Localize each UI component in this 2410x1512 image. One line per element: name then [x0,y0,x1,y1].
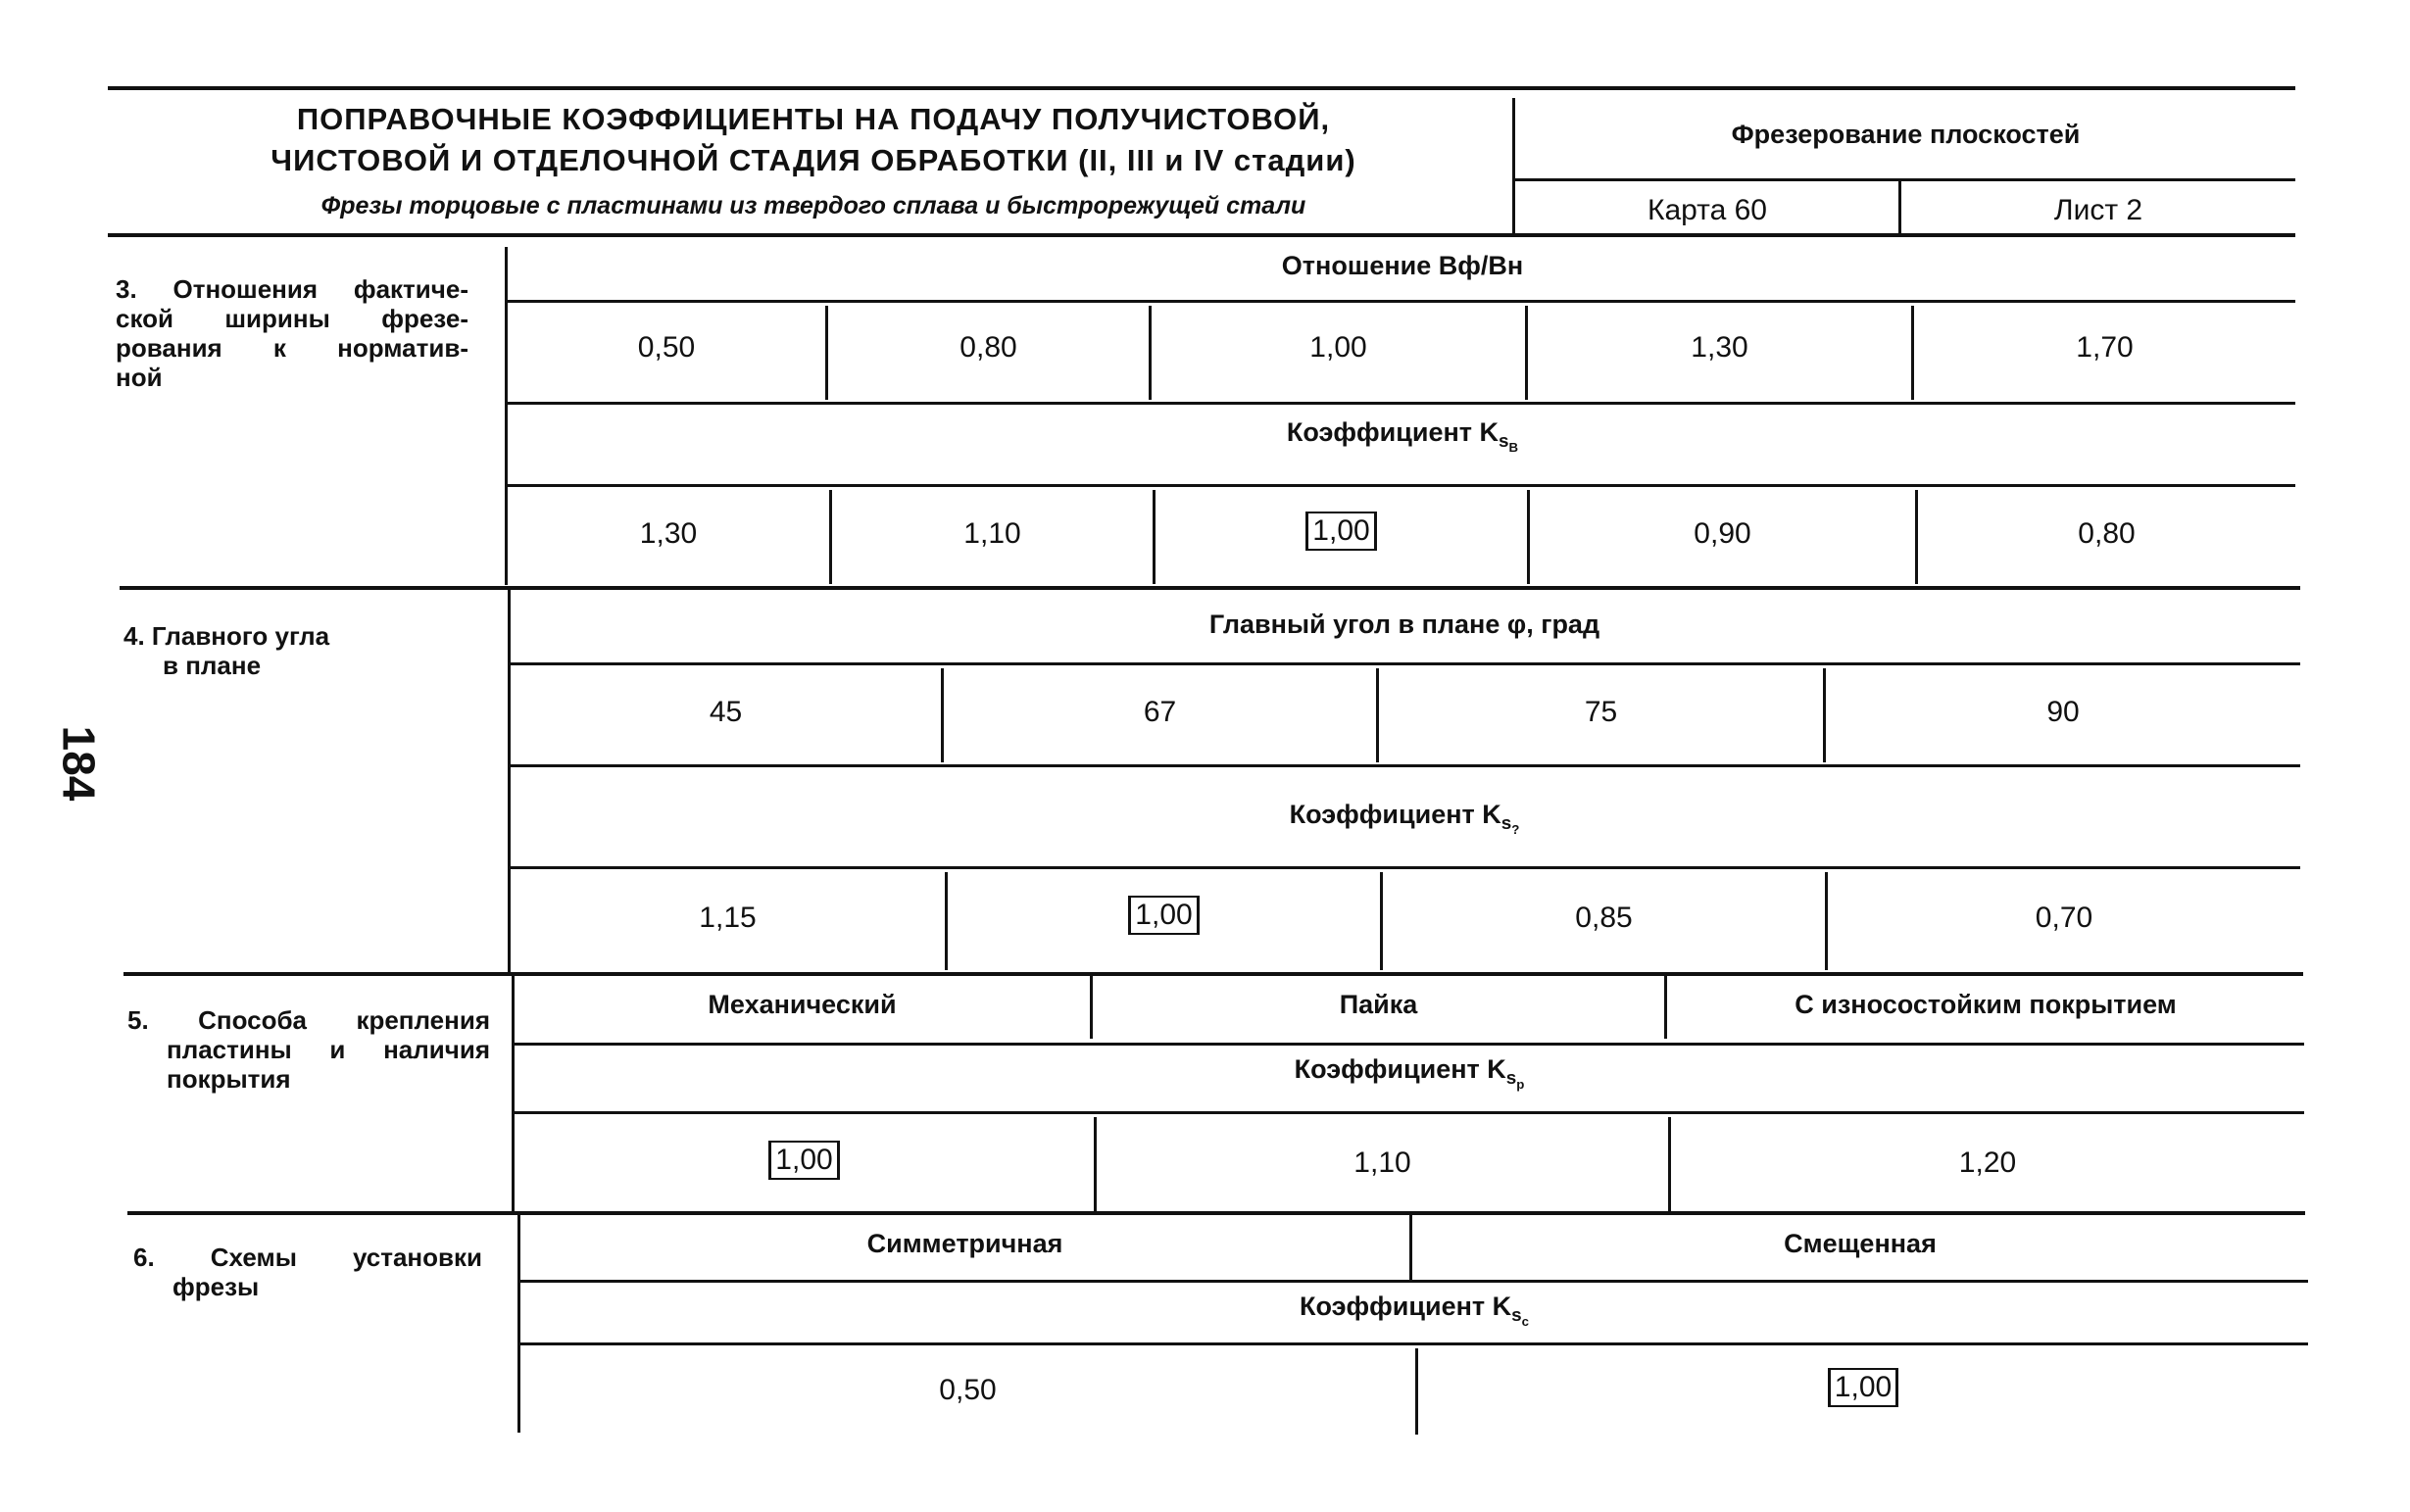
section-5-rule-a [515,1043,2304,1046]
section-5-bottom-rule [127,1211,2305,1215]
section-4-bottom-rule [123,972,2303,976]
s6-coef-2-boxed: 1,00 [1828,1368,1898,1407]
s3-coef-5: 0,80 [2078,517,2136,550]
s6-coef-1: 0,50 [939,1374,997,1406]
s3-value-5: 1,70 [2076,331,2134,364]
sheet-number: Лист 2 [2053,194,2143,226]
s4-coef-4: 0,70 [2035,902,2093,934]
doc-subtitle: Фрезы торцовые с пластинами из твердого сплава и быстрорежущей стали [320,192,1306,219]
section-5-rule-b [515,1111,2304,1114]
s4-value-2: 67 [1143,696,1177,728]
header-bottom-rule [108,233,2295,237]
header-top-rule [108,86,2295,90]
card-number: Карта 60 [1648,194,1767,226]
section-4-rule-a [511,662,2300,665]
section-3-rule-b [508,402,2295,405]
section-4-rule-b [511,764,2300,767]
doc-title-line1: ПОПРАВОЧНЫЕ КОЭФФИЦИЕНТЫ НА ПОДАЧУ ПОЛУЧИСТОВОЙ, [296,102,1331,136]
s6-value-2: Смещенная [1784,1229,1937,1258]
s6-value-1: Симметричная [866,1229,1063,1258]
s5-coef-header: Коэффициент $K_{s_p}$ [1294,1054,1525,1093]
s5-value-2: Пайка [1339,990,1418,1019]
section-3-rule-c [508,484,2295,487]
s3-coef-header: Коэффициент $K_{s_B}$ [1286,417,1519,456]
section-6-rule-a [520,1280,2308,1283]
s6-coef-2 [1418,1368,2308,1407]
section-6-label: 6. Схемы установки фрезы [133,1243,482,1301]
s3-value-2: 0,80 [959,331,1017,364]
section-3-bottom-rule [120,586,2300,590]
s5-coef-2: 1,10 [1353,1146,1411,1179]
page-number: 184 [53,725,105,802]
section-6-rule-b [520,1342,2308,1345]
doc-title-line2: ЧИСТОВОЙ И ОТДЕЛОЧНОЙ СТАДИЯ ОБРАБОТКИ (II, III и IV стадии) [271,143,1356,177]
s3-coef-1: 1,30 [639,517,698,550]
header-divider [1512,98,1515,235]
s4-value-3: 75 [1584,696,1618,728]
s6-coef-header: Коэффициент $K_{s_c}$ [1300,1292,1529,1330]
section-3-label: 3. Отношения фактиче- ской ширины фрезе- рования к норматив- ной [116,274,468,392]
s5-coef-1 [515,1141,1094,1180]
s5-coef-1-boxed: 1,00 [768,1141,839,1180]
s3-value-4: 1,30 [1691,331,1748,364]
s5-value-1: Механический [708,990,897,1019]
s3-value-3: 1,00 [1309,331,1367,364]
s4-value-4: 90 [2046,696,2080,728]
s4-coef-1: 1,15 [699,902,757,934]
operation-title: Фрезерование плоскостей [1731,120,2081,149]
s3-value-1: 0,50 [637,331,696,364]
s3-coef-3-boxed: 1,00 [1305,512,1376,551]
header-right-midrule [1514,178,2295,181]
section-5-label: 5. Способа крепления пластины и наличия покрытия [127,1005,490,1094]
section-4-rule-c [511,866,2300,869]
s4-value-1: 45 [709,696,743,728]
section-4-param-header: Главный угол в плане φ, град [1208,610,1600,639]
s5-coef-3: 1,20 [1958,1146,2017,1179]
s3-coef-3 [1156,512,1527,551]
section-3-param-header: Отношение Bф/Bн [1281,251,1524,280]
section-3-rule-a [508,300,2295,303]
s4-coef-header: Коэффициент $K_{s_?}$ [1289,800,1520,838]
s3-coef-4: 0,90 [1694,517,1751,550]
section-4-label: 4. Главного угла в плане [123,621,330,680]
s4-coef-2-boxed: 1,00 [1128,896,1199,935]
s3-coef-2: 1,10 [963,517,1021,550]
s5-value-3: С износостойким покрытием [1795,990,2177,1019]
s4-coef-3: 0,85 [1575,902,1633,934]
s4-coef-2 [948,896,1380,935]
